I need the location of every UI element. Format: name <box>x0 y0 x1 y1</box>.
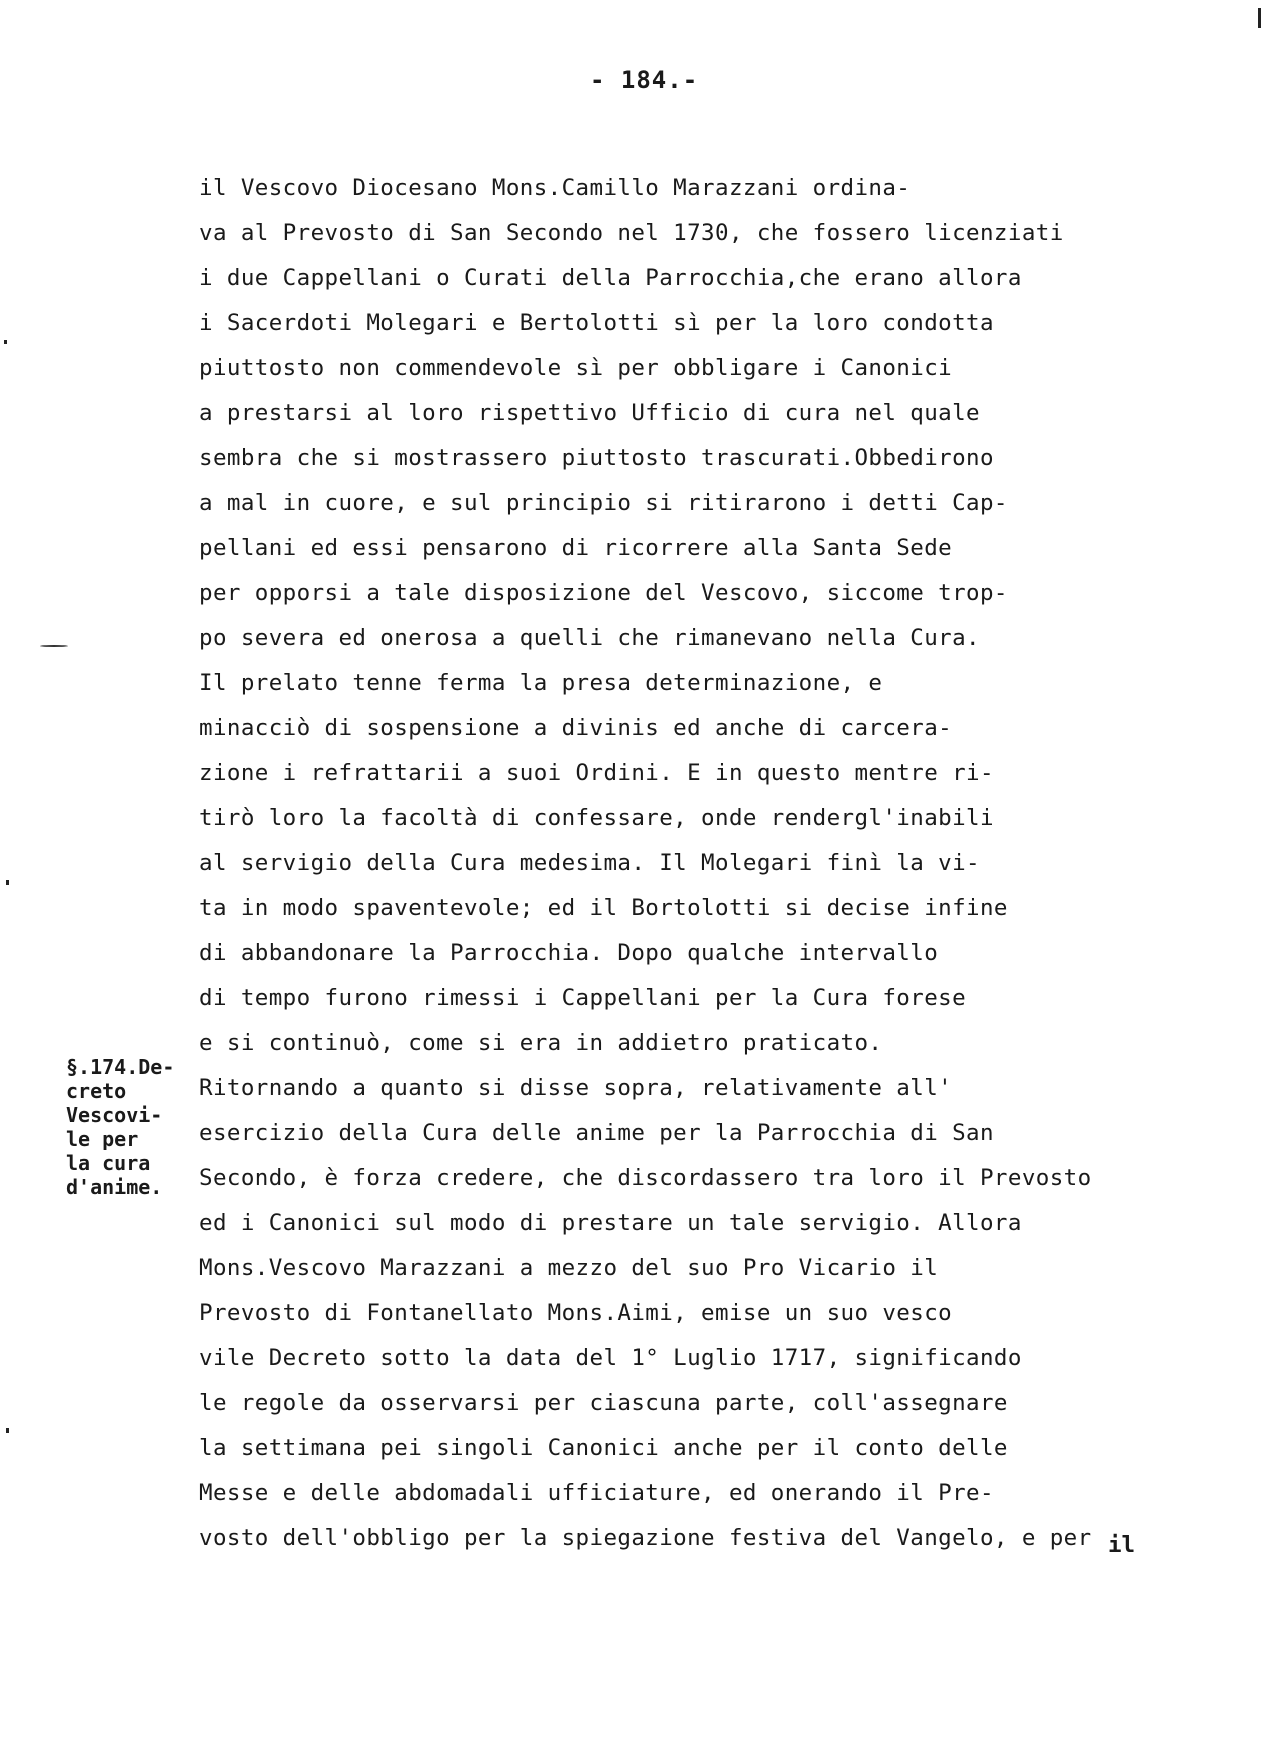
text-line-13: minacciò di sospensione a divinis ed anche di carcera- <box>199 715 953 741</box>
text-line-28: le regole da osservarsi per ciascuna parte, coll'assegnare <box>199 1390 1008 1416</box>
catchword: il <box>1108 1532 1136 1558</box>
scan-speck <box>1258 8 1261 28</box>
margin-note-line: Vescovi- <box>66 1103 163 1127</box>
text-line-10: per opporsi a tale disposizione del Vescovo, siccome trop- <box>199 580 1008 606</box>
margin-note-line: creto <box>66 1079 127 1103</box>
text-line-22: esercizio della Cura delle anime per la Parrocchia di San <box>199 1120 994 1146</box>
text-line-1: il Vescovo Diocesano Mons.Camillo Marazzani ordina- <box>199 175 911 201</box>
text-line-27: vile Decreto sotto la data del 1° Luglio 1717, significando <box>199 1345 1022 1371</box>
scan-speck <box>40 645 68 647</box>
text-line-20: e si continuò, come si era in addietro praticato. <box>199 1030 883 1056</box>
text-line-2: va al Prevosto di San Secondo nel 1730, che fossero licenziati <box>199 220 1064 246</box>
text-line-7: sembra che si mostrassero piuttosto trascurati.Obbedirono <box>199 445 994 471</box>
body-text <box>199 166 1199 1561</box>
text-line-26: Prevosto di Fontanellato Mons.Aimi, emise un suo vesco <box>199 1300 953 1326</box>
text-line-6: a prestarsi al loro rispettivo Ufficio di cura nel quale <box>199 400 980 426</box>
text-line-30: Messe e delle abdomadali ufficiature, ed onerando il Pre- <box>199 1480 994 1506</box>
page-number: - 184.- <box>590 66 699 94</box>
text-line-3: i due Cappellani o Curati della Parrocchia,che erano allora <box>199 265 1022 291</box>
text-line-16: al servigio della Cura medesima. Il Molegari finì la vi- <box>199 850 980 876</box>
margin-note <box>66 1055 194 1199</box>
text-line-8: a mal in cuore, e sul principio si ritirarono i detti Cap- <box>199 490 1008 516</box>
text-line-18: di abbandonare la Parrocchia. Dopo qualche intervallo <box>199 940 939 966</box>
text-line-11: po severa ed onerosa a quelli che rimanevano nella Cura. <box>199 625 980 651</box>
text-line-25: Mons.Vescovo Marazzani a mezzo del suo Pro Vicario il <box>199 1255 939 1281</box>
text-line-23: Secondo, è forza credere, che discordassero tra loro il Prevosto <box>199 1165 1092 1191</box>
margin-note-line: le per <box>66 1127 139 1151</box>
text-line-31: vosto dell'obbligo per la spiegazione festiva del Vangelo, e per <box>199 1525 1092 1551</box>
text-line-24: ed i Canonici sul modo di prestare un tale servigio. Allora <box>199 1210 1022 1236</box>
scan-speck <box>6 1428 9 1433</box>
text-line-19: di tempo furono rimessi i Cappellani per la Cura forese <box>199 985 967 1011</box>
scan-speck <box>4 340 7 344</box>
text-line-29: la settimana pei singoli Canonici anche per il conto delle <box>199 1435 1008 1461</box>
text-line-21: Ritornando a quanto si disse sopra, relativamente all' <box>199 1075 953 1101</box>
margin-note-line: §.174.De- <box>66 1055 175 1079</box>
scan-speck <box>6 880 9 885</box>
text-line-14: zione i refrattarii a suoi Ordini. E in questo mentre ri- <box>199 760 994 786</box>
text-line-5: piuttosto non commendevole sì per obbligare i Canonici <box>199 355 953 381</box>
text-line-15: tirò loro la facoltà di confessare, onde rendergl'inabili <box>199 805 994 831</box>
margin-note-line: la cura <box>66 1151 151 1175</box>
text-line-12: Il prelato tenne ferma la presa determinazione, e <box>199 670 883 696</box>
margin-note-line: d'anime. <box>66 1175 163 1199</box>
text-line-9: pellani ed essi pensarono di ricorrere alla Santa Sede <box>199 535 953 561</box>
text-line-17: ta in modo spaventevole; ed il Bortolotti si decise infine <box>199 895 1008 921</box>
text-line-4: i Sacerdoti Molegari e Bertolotti sì per la loro condotta <box>199 310 994 336</box>
